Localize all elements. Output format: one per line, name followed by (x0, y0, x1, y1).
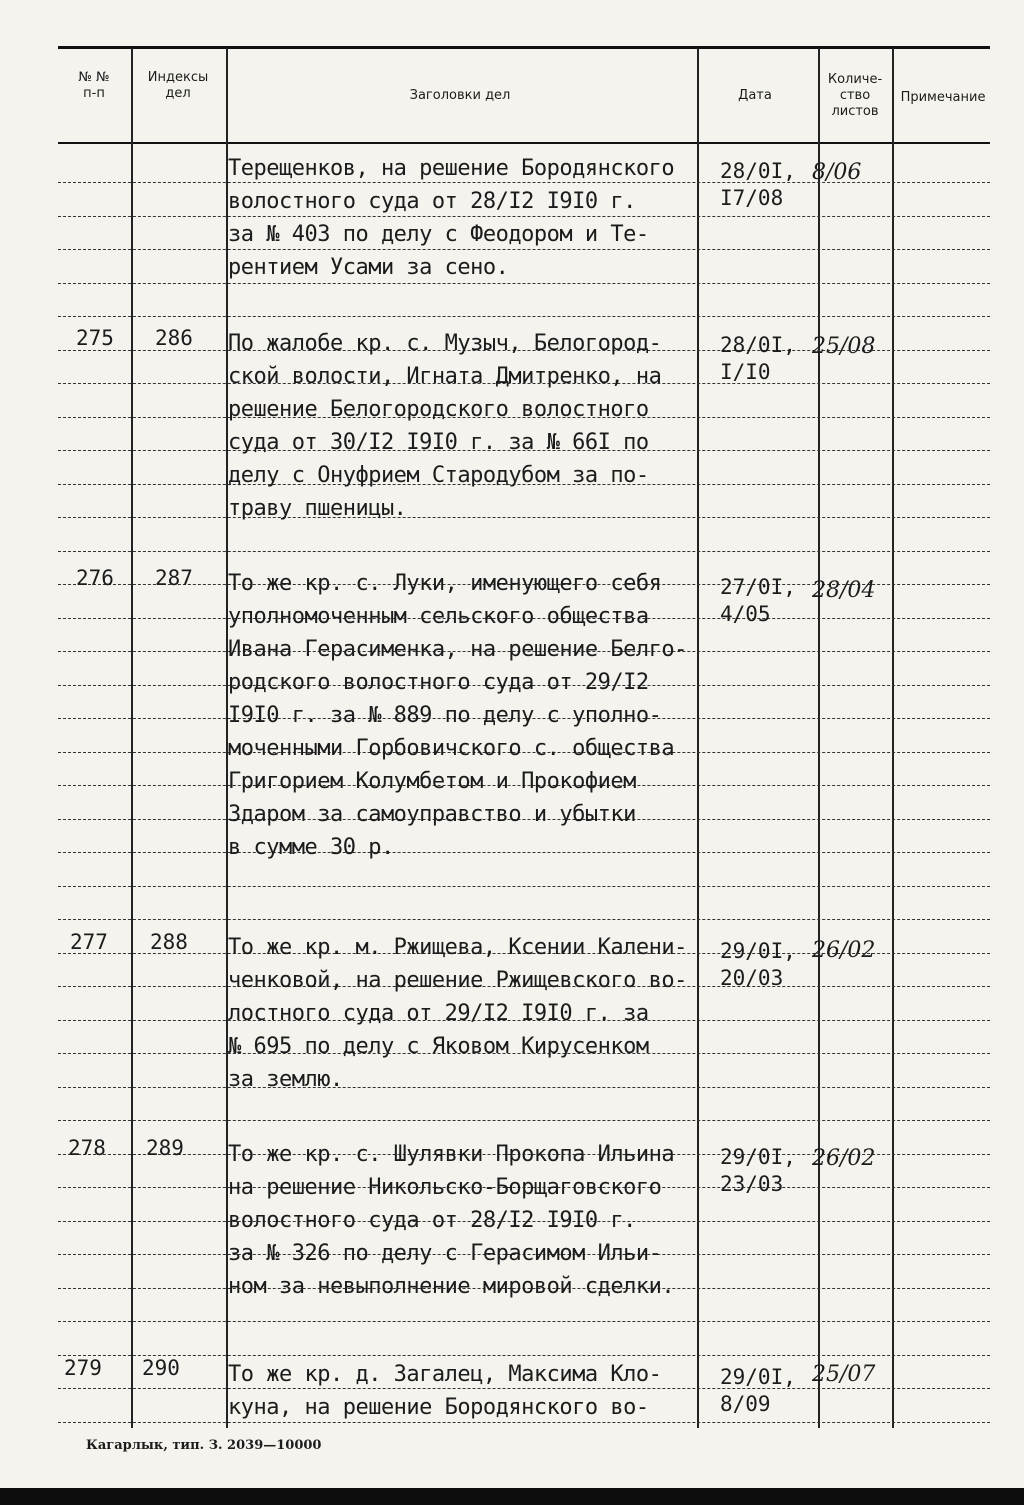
entry-title: То же кр. с. Луки, именующего себя уполномоченным сельского общества Ивана Герасименка, на решение Белго- родского волостного суда от 29/I2 I9I0 г. за № 889 по делу с уполно- моченными Горбовичского с. общества Григорием Колумбетом и Прокофием Здаром за самоуправство и убытки в сумме 30 р. (228, 571, 687, 860)
entry-sheets: 26/02 (812, 1146, 876, 1171)
entry-title: Терещенков, на решение Бородянского волостного суда от 28/I2 I9I0 г. за № 403 по делу с Феодором и Те- рентием Усами за сено. (228, 156, 675, 280)
entry-title: То же кр. м. Ржищева, Ксении Калени- ченковой, на решение Ржищевского во- лостного суда от 29/I2 I9I0 г. за № 695 по делу с Яковом Кирусенком за землю. (228, 935, 687, 1092)
ruling-line (58, 1355, 990, 1356)
ruling-line (58, 551, 990, 552)
header-bottom-rule (58, 142, 990, 144)
header-sheets: Количе- ство листов (827, 72, 883, 119)
entry-index: 289 (146, 1136, 184, 1160)
entry-date: 29/0I, 8/09 (720, 1365, 796, 1416)
entry-index: 286 (155, 326, 193, 350)
entry-num: 279 (64, 1356, 102, 1380)
ruling-line (58, 316, 990, 317)
header-num: № № п-п (78, 70, 110, 101)
header-index: Индексы дел (147, 70, 209, 101)
ruling-line (58, 1120, 990, 1121)
header-note: Примечание (900, 90, 986, 105)
ruling-line (58, 919, 990, 920)
entry-title: То же кр. с. Шулявки Прокопа Ильина на решение Никольско-Борщаговского волостного суда от 28/I2 I9I0 г. за № 326 по делу с Герасимом Ильи- ном за невыполнение мировой сделки. (228, 1142, 675, 1299)
entry-date: 29/0I, 20/03 (720, 939, 796, 990)
printer-imprint: Кагарлык, тип. З. 2039—10000 (86, 1438, 322, 1453)
entry-num: 276 (76, 566, 114, 590)
header-date: Дата (738, 88, 772, 103)
entry-sheets: 8/06 (812, 160, 862, 185)
entry-num: 278 (68, 1136, 106, 1160)
entry-index: 287 (155, 566, 193, 590)
entry-index: 288 (150, 930, 188, 954)
entry-date: 29/0I, 23/03 (720, 1145, 796, 1196)
ruling-line (58, 886, 990, 887)
entry-sheets: 25/08 (812, 334, 876, 359)
entry-num: 277 (70, 930, 108, 954)
entry-sheets: 28/04 (812, 578, 876, 603)
entry-date: 27/0I, 4/05 (720, 575, 796, 626)
entry-date: 28/0I, I/I0 (720, 333, 796, 384)
entry-date: 28/0I, I7/08 (720, 159, 796, 210)
table-top-rule (58, 46, 990, 49)
scan-edge (0, 1488, 1024, 1505)
entry-title: То же кр. д. Загалец, Максима Кло- куна, на решение Бородянского во- (228, 1362, 662, 1420)
header-title: Заголовки дел (409, 88, 511, 103)
entry-sheets: 26/02 (812, 938, 876, 963)
entry-num: 275 (76, 326, 114, 350)
entry-index: 290 (142, 1356, 180, 1380)
entry-sheets: 25/07 (812, 1362, 876, 1387)
ruling-line (58, 1321, 990, 1322)
entry-title: По жалобе кр. с. Музыч, Белогород- ской волости, Игната Дмитренко, на решение Белогородского волостного суда от 30/I2 I9I0 г. за № 66I по делу с Онуфрием Стародубом за по- траву пшеницы. (228, 331, 662, 521)
